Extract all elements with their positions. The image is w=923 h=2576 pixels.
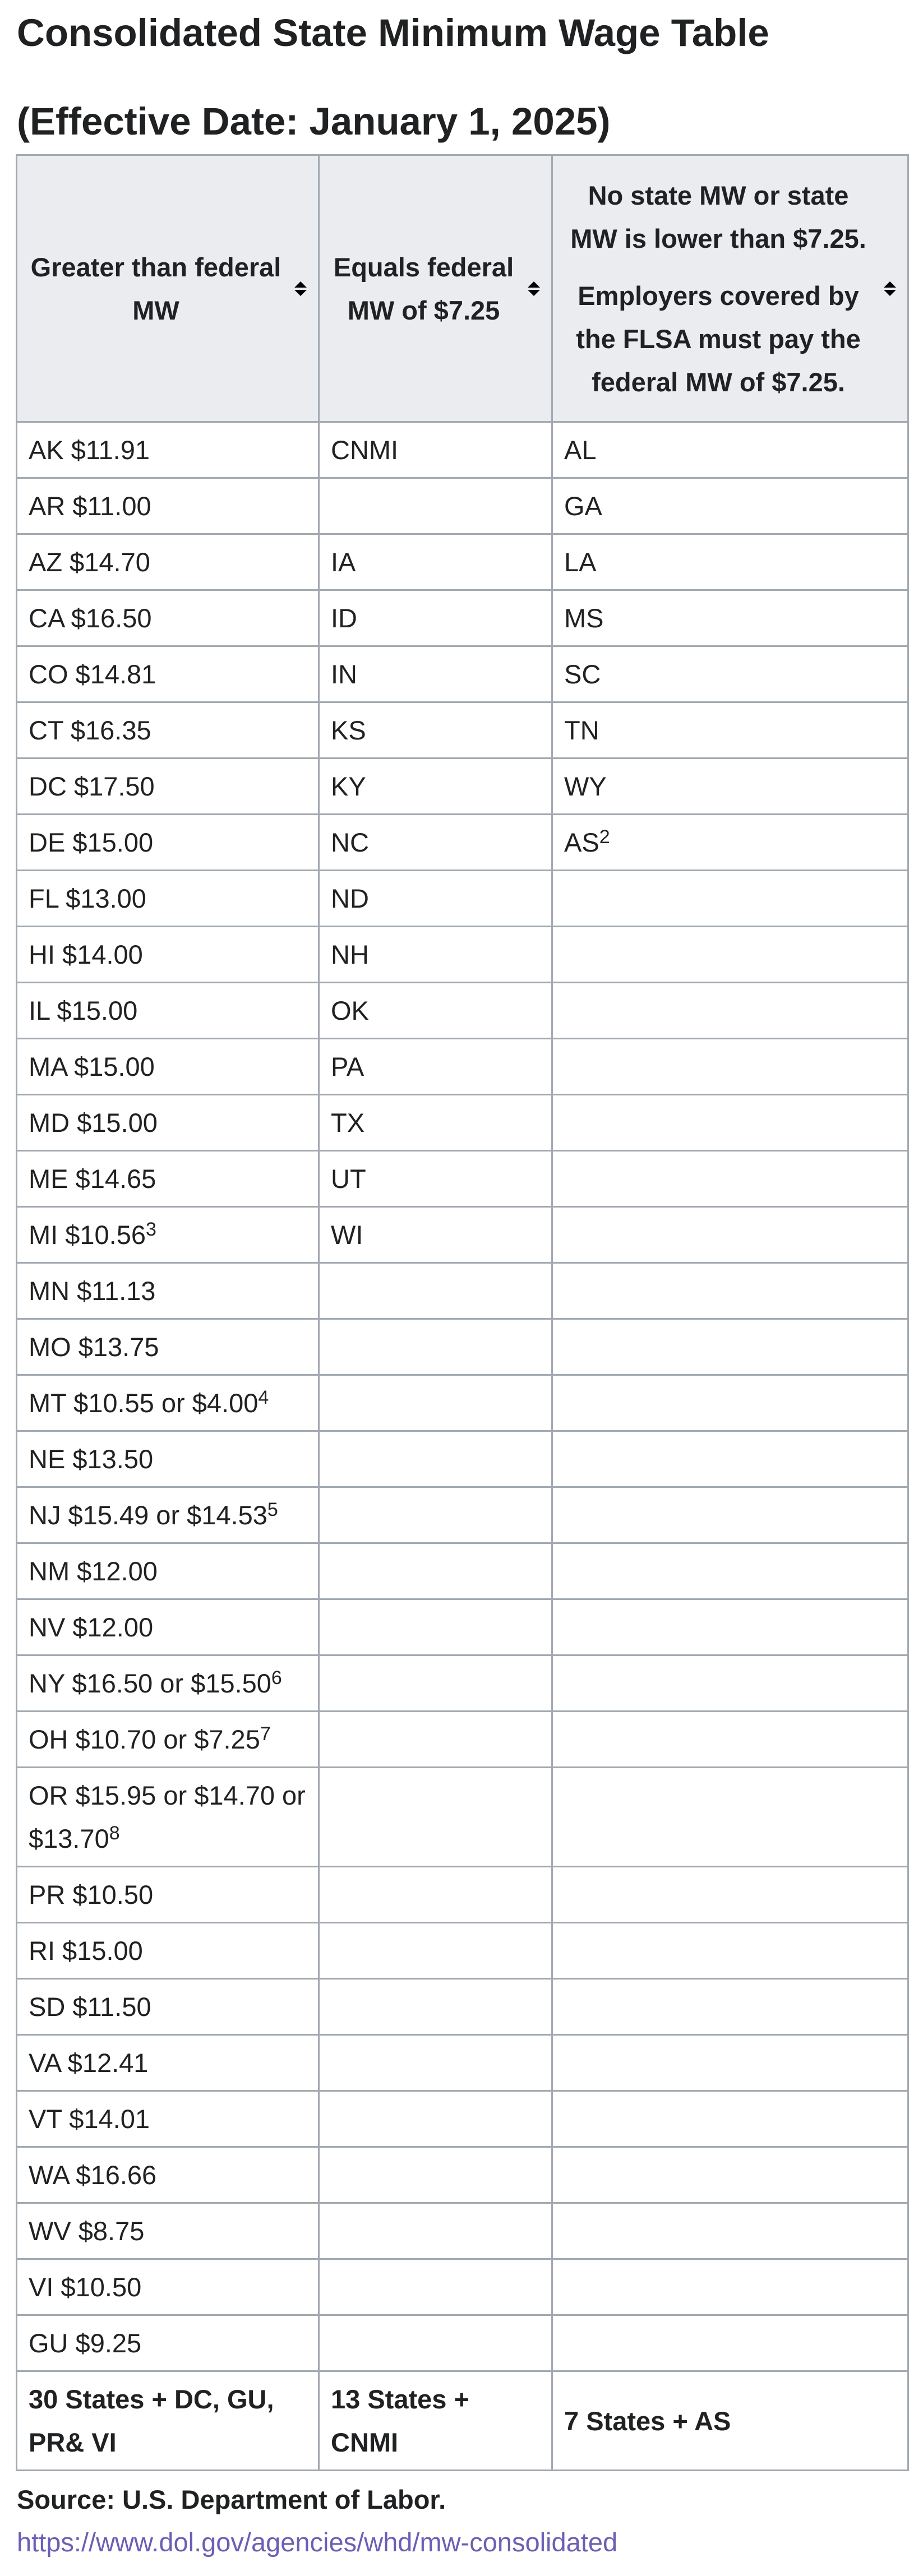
cell-greater-than-federal	[17, 1095, 319, 1151]
cell-equals-federal	[319, 759, 552, 815]
cell-text: CT $16.35	[29, 715, 151, 745]
table-row	[17, 646, 908, 702]
table-row	[17, 1768, 908, 1867]
cell-text: NY $16.50 or $15.50	[29, 1668, 271, 1698]
cell-equals-federal	[319, 1431, 552, 1487]
cell-greater-than-federal	[17, 1151, 319, 1207]
footnote-marker: 6	[271, 1667, 282, 1689]
cell-text: TN	[564, 715, 599, 745]
cell-greater-than-federal	[17, 1263, 319, 1319]
cell-equals-federal	[319, 1599, 552, 1655]
cell-no-state-mw	[552, 1768, 908, 1867]
cell-equals-federal	[319, 2147, 552, 2203]
cell-text: NV $12.00	[29, 1612, 154, 1642]
table-row	[17, 2091, 908, 2147]
cell-text: UT	[331, 1164, 366, 1194]
cell-text: GA	[564, 491, 602, 521]
table-row	[17, 1599, 908, 1655]
cell-text: CA $16.50	[29, 603, 152, 633]
cell-greater-than-federal	[17, 1375, 319, 1431]
cell-greater-than-federal	[17, 1487, 319, 1543]
cell-text: AZ $14.70	[29, 547, 150, 577]
header-label: No state MW or state MW is lower than $7.25.	[570, 180, 866, 253]
cell-equals-federal	[319, 2203, 552, 2259]
cell-greater-than-federal	[17, 646, 319, 702]
cell-equals-federal	[319, 2091, 552, 2147]
cell-greater-than-federal	[17, 983, 319, 1039]
table-row	[17, 871, 908, 927]
header-greater-than-federal-sortable[interactable]	[17, 155, 319, 422]
table-row	[17, 1039, 908, 1095]
table-row	[17, 1095, 908, 1151]
header-label: Employers covered by the FLSA must pay the federal MW of $7.25.	[576, 280, 861, 397]
cell-no-state-mw	[552, 590, 908, 646]
cell-no-state-mw	[552, 927, 908, 983]
cell-no-state-mw	[552, 983, 908, 1039]
cell-no-state-mw	[552, 2091, 908, 2147]
cell-greater-than-federal	[17, 871, 319, 927]
totals-no-state-mw: 7 States + AS	[552, 2371, 908, 2471]
table-row	[17, 2147, 908, 2203]
table-row	[17, 759, 908, 815]
cell-text: OH $10.70 or $7.25	[29, 1724, 260, 1754]
footnote-marker: 2	[599, 826, 610, 848]
table-row	[17, 534, 908, 590]
cell-no-state-mw	[552, 422, 908, 478]
table-totals	[17, 2371, 908, 2471]
table-row	[17, 2203, 908, 2259]
cell-equals-federal	[319, 1768, 552, 1867]
cell-no-state-mw	[552, 702, 908, 759]
cell-greater-than-federal	[17, 2315, 319, 2371]
cell-text: HI $14.00	[29, 940, 143, 969]
cell-equals-federal	[319, 1207, 552, 1263]
table-row	[17, 1487, 908, 1543]
source-label: Source: U.S. Department of Labor.	[17, 2485, 446, 2514]
cell-equals-federal	[319, 1095, 552, 1151]
totals-row	[17, 2371, 908, 2471]
cell-text: VA $12.41	[29, 2048, 149, 2078]
table-row	[17, 1979, 908, 2035]
cell-greater-than-federal	[17, 927, 319, 983]
cell-text: MA $15.00	[29, 1052, 155, 1081]
cell-greater-than-federal	[17, 815, 319, 871]
table-row	[17, 1375, 908, 1431]
table-row	[17, 422, 908, 478]
cell-equals-federal	[319, 1319, 552, 1375]
cell-text: MI $10.56	[29, 1220, 146, 1250]
cell-text: AR $11.00	[29, 491, 151, 521]
header-equals-federal-sortable[interactable]	[319, 155, 552, 422]
cell-no-state-mw	[552, 534, 908, 590]
cell-no-state-mw	[552, 759, 908, 815]
cell-greater-than-federal	[17, 1867, 319, 1923]
cell-text: LA	[564, 547, 597, 577]
cell-no-state-mw	[552, 1599, 908, 1655]
cell-greater-than-federal	[17, 2147, 319, 2203]
cell-greater-than-federal	[17, 2091, 319, 2147]
cell-equals-federal	[319, 590, 552, 646]
cell-text: MO $13.75	[29, 1332, 159, 1362]
cell-no-state-mw	[552, 815, 908, 871]
cell-no-state-mw	[552, 478, 908, 534]
table-row	[17, 1263, 908, 1319]
table-row	[17, 478, 908, 534]
cell-greater-than-federal	[17, 759, 319, 815]
cell-text: TX	[331, 1108, 365, 1137]
cell-no-state-mw	[552, 1431, 908, 1487]
cell-text: KS	[331, 715, 366, 745]
cell-text: DE $15.00	[29, 827, 154, 857]
cell-no-state-mw	[552, 1655, 908, 1712]
cell-equals-federal	[319, 1655, 552, 1712]
header-label: Greater than federal MW	[30, 252, 281, 325]
cell-greater-than-federal	[17, 1599, 319, 1655]
cell-no-state-mw	[552, 1263, 908, 1319]
cell-text: WI	[331, 1220, 363, 1250]
cell-equals-federal	[319, 983, 552, 1039]
table-row	[17, 702, 908, 759]
cell-equals-federal	[319, 1543, 552, 1599]
cell-text: AL	[564, 435, 597, 465]
table-row	[17, 2259, 908, 2315]
cell-text: AK $11.91	[29, 435, 150, 465]
footnote-marker: 4	[258, 1387, 269, 1409]
cell-equals-federal	[319, 1712, 552, 1768]
table-row	[17, 1923, 908, 1979]
cell-equals-federal	[319, 2035, 552, 2091]
cell-text: MN $11.13	[29, 1276, 156, 1306]
cell-greater-than-federal	[17, 702, 319, 759]
cell-greater-than-federal	[17, 422, 319, 478]
cell-text: NM $12.00	[29, 1556, 158, 1586]
cell-text: VI $10.50	[29, 2272, 142, 2302]
cell-text: OK	[331, 996, 369, 1025]
cell-text: NJ $15.49 or $14.53	[29, 1500, 267, 1530]
page-title: Consolidated State Minimum Wage Table	[17, 11, 769, 54]
cell-text: KY	[331, 771, 366, 801]
cell-text: ID	[331, 603, 357, 633]
cell-no-state-mw	[552, 1979, 908, 2035]
cell-greater-than-federal	[17, 1923, 319, 1979]
cell-no-state-mw	[552, 1207, 908, 1263]
cell-text: CNMI	[331, 435, 399, 465]
cell-equals-federal	[319, 1867, 552, 1923]
cell-text: VT $14.01	[29, 2104, 150, 2134]
cell-equals-federal	[319, 478, 552, 534]
cell-no-state-mw	[552, 2147, 908, 2203]
cell-no-state-mw	[552, 1867, 908, 1923]
cell-text: NH	[331, 940, 369, 969]
table-row	[17, 1151, 908, 1207]
cell-equals-federal	[319, 646, 552, 702]
table-row	[17, 1655, 908, 1712]
cell-text: WY	[564, 771, 607, 801]
footnote-marker: 5	[267, 1499, 278, 1521]
cell-text: ME $14.65	[29, 1164, 156, 1194]
table-body	[17, 422, 908, 2371]
cell-equals-federal	[319, 534, 552, 590]
cell-no-state-mw	[552, 2259, 908, 2315]
cell-equals-federal	[319, 1039, 552, 1095]
cell-equals-federal	[319, 815, 552, 871]
source-link[interactable]: https://www.dol.gov/agencies/whd/mw-consolidated	[17, 2527, 618, 2557]
cell-greater-than-federal	[17, 1431, 319, 1487]
cell-equals-federal	[319, 927, 552, 983]
table-row	[17, 1543, 908, 1599]
cell-equals-federal	[319, 702, 552, 759]
header-row	[17, 155, 908, 422]
cell-equals-federal	[319, 1979, 552, 2035]
cell-text: MS	[564, 603, 604, 633]
cell-text: MT $10.55 or $4.00	[29, 1388, 259, 1418]
cell-text: NC	[331, 827, 369, 857]
cell-equals-federal	[319, 871, 552, 927]
cell-equals-federal	[319, 422, 552, 478]
cell-equals-federal	[319, 1263, 552, 1319]
cell-text: AS	[564, 827, 599, 857]
cell-text: RI $15.00	[29, 1936, 143, 1965]
cell-no-state-mw	[552, 646, 908, 702]
table-row	[17, 590, 908, 646]
cell-equals-federal	[319, 1487, 552, 1543]
cell-no-state-mw	[552, 1095, 908, 1151]
cell-no-state-mw	[552, 2315, 908, 2371]
cell-text: MD $15.00	[29, 1108, 158, 1137]
table-row	[17, 2315, 908, 2371]
table-row	[17, 1867, 908, 1923]
footnote-marker: 3	[146, 1219, 156, 1241]
table-row	[17, 983, 908, 1039]
header-no-state-mw-sortable[interactable]	[552, 155, 908, 422]
cell-no-state-mw	[552, 1039, 908, 1095]
cell-text: PA	[331, 1052, 364, 1081]
cell-greater-than-federal	[17, 1979, 319, 2035]
table-header	[17, 155, 908, 422]
cell-text: IA	[331, 547, 356, 577]
cell-text: SD $11.50	[29, 1992, 151, 2022]
cell-text: SC	[564, 659, 601, 689]
cell-no-state-mw	[552, 871, 908, 927]
cell-greater-than-federal	[17, 2259, 319, 2315]
cell-greater-than-federal	[17, 2203, 319, 2259]
cell-greater-than-federal	[17, 534, 319, 590]
sort-both-icon[interactable]	[294, 281, 307, 296]
cell-equals-federal	[319, 1923, 552, 1979]
cell-text: FL $13.00	[29, 884, 146, 913]
cell-text: IL $15.00	[29, 996, 138, 1025]
cell-no-state-mw	[552, 1712, 908, 1768]
table-row	[17, 1431, 908, 1487]
cell-equals-federal	[319, 2315, 552, 2371]
cell-text: GU $9.25	[29, 2328, 142, 2358]
cell-text: DC $17.50	[29, 771, 155, 801]
cell-no-state-mw	[552, 2203, 908, 2259]
cell-greater-than-federal	[17, 1039, 319, 1095]
cell-equals-federal	[319, 1375, 552, 1431]
table-row	[17, 1712, 908, 1768]
cell-no-state-mw	[552, 1543, 908, 1599]
totals-equals-federal: 13 States + CNMI	[319, 2371, 552, 2471]
cell-greater-than-federal	[17, 590, 319, 646]
totals-greater-than-federal: 30 States + DC, GU, PR& VI	[17, 2371, 319, 2471]
cell-greater-than-federal	[17, 1319, 319, 1375]
page-subtitle-effective-date: (Effective Date: January 1, 2025)	[17, 100, 611, 143]
cell-no-state-mw	[552, 1375, 908, 1431]
cell-greater-than-federal	[17, 478, 319, 534]
table-row	[17, 1207, 908, 1263]
cell-text: OR $15.95 or $14.70 or $13.70	[29, 1780, 306, 1853]
cell-text: NE $13.50	[29, 1444, 154, 1474]
table-row	[17, 2035, 908, 2091]
cell-no-state-mw	[552, 1487, 908, 1543]
cell-equals-federal	[319, 1151, 552, 1207]
sort-both-icon[interactable]	[884, 281, 896, 296]
minimum-wage-table	[16, 154, 909, 2471]
cell-no-state-mw	[552, 1151, 908, 1207]
cell-no-state-mw	[552, 1923, 908, 1979]
header-label: Equals federal MW of $7.25	[333, 252, 514, 325]
cell-no-state-mw	[552, 2035, 908, 2091]
table-row	[17, 815, 908, 871]
cell-text: WA $16.66	[29, 2160, 157, 2190]
cell-text: WV $8.75	[29, 2216, 145, 2246]
cell-text: CO $14.81	[29, 659, 156, 689]
cell-greater-than-federal	[17, 1207, 319, 1263]
cell-greater-than-federal	[17, 2035, 319, 2091]
footnote-marker: 7	[260, 1723, 271, 1745]
cell-text: IN	[331, 659, 357, 689]
sort-both-icon[interactable]	[528, 281, 540, 296]
cell-greater-than-federal	[17, 1655, 319, 1712]
cell-greater-than-federal	[17, 1768, 319, 1867]
cell-no-state-mw	[552, 1319, 908, 1375]
cell-text: PR $10.50	[29, 1880, 154, 1909]
cell-greater-than-federal	[17, 1543, 319, 1599]
table-row	[17, 927, 908, 983]
cell-text: ND	[331, 884, 369, 913]
cell-greater-than-federal	[17, 1712, 319, 1768]
footnote-marker: 8	[109, 1823, 120, 1844]
cell-equals-federal	[319, 2259, 552, 2315]
table-row	[17, 1319, 908, 1375]
